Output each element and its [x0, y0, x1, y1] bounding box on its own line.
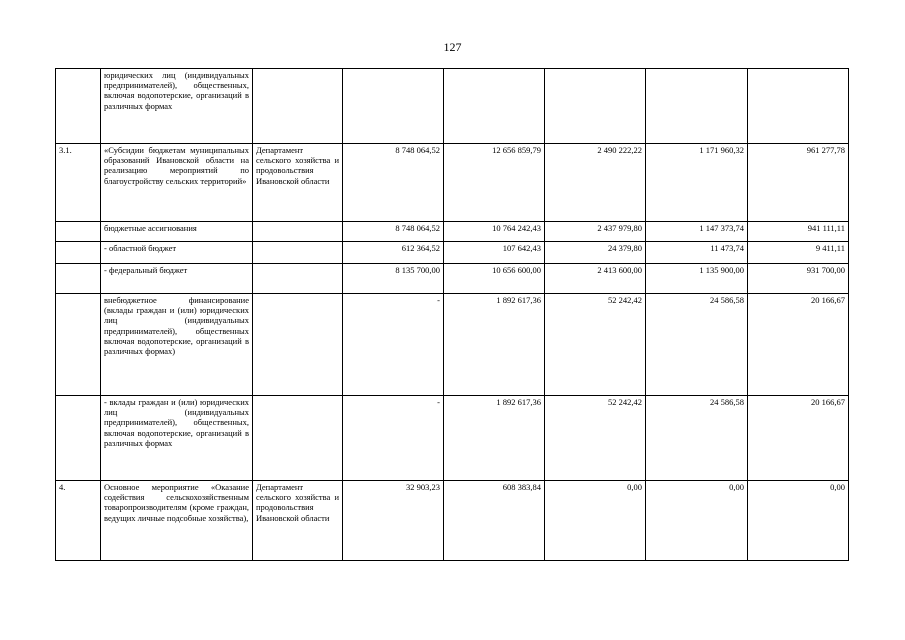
- value-cell-year-4: 1 135 900,00: [646, 264, 748, 294]
- value-cell-year-4: 0,00: [646, 481, 748, 561]
- value-cell-year-3: 52 242,42: [545, 396, 646, 481]
- value-cell-year-3: 24 379,80: [545, 242, 646, 264]
- table-row: [56, 222, 849, 242]
- executor-cell: [253, 222, 343, 242]
- value-cell-year-5: 961 277,78: [748, 144, 849, 222]
- value-cell-year-2: 107 642,43: [444, 242, 545, 264]
- value-cell-year-1: 8 748 064,52: [343, 144, 444, 222]
- value-cell-year-3: 2 413 600,00: [545, 264, 646, 294]
- value-cell-year-3: 2 437 979,80: [545, 222, 646, 242]
- value-cell-year-1: 8 748 064,52: [343, 222, 444, 242]
- row-number-cell: [56, 396, 101, 481]
- value-cell-year-4: [646, 69, 748, 144]
- row-number-cell: 3.1.: [56, 144, 101, 222]
- executor-cell: [253, 264, 343, 294]
- executor-cell: [253, 396, 343, 481]
- description-cell: бюджетные ассигнования: [101, 222, 253, 242]
- value-cell-year-5: 0,00: [748, 481, 849, 561]
- value-cell-year-1: -: [343, 294, 444, 396]
- executor-cell: Департамент сельского хозяйства и продовольствия Ивановской области: [253, 144, 343, 222]
- table-row: [56, 144, 849, 222]
- value-cell-year-4: 24 586,58: [646, 294, 748, 396]
- value-cell-year-1: [343, 69, 444, 144]
- executor-cell: [253, 242, 343, 264]
- row-number-cell: [56, 69, 101, 144]
- description-cell: внебюджетное финансирование (вклады граждан и (или) юридических лиц (индивидуальных предпринимателей), общественных включая водопотерские, организаций в различных формах): [101, 294, 253, 396]
- description-cell: - областной бюджет: [101, 242, 253, 264]
- description-cell: - вклады граждан и (или) юридических лиц (индивидуальных предпринимателей), общественных, включая водопотерские, организаций в различных формах: [101, 396, 253, 481]
- row-number-cell: [56, 242, 101, 264]
- value-cell-year-2: 1 892 617,36: [444, 294, 545, 396]
- row-number-cell: [56, 222, 101, 242]
- table-row: [56, 294, 849, 396]
- value-cell-year-4: 11 473,74: [646, 242, 748, 264]
- value-cell-year-3: 52 242,42: [545, 294, 646, 396]
- value-cell-year-5: 20 166,67: [748, 396, 849, 481]
- value-cell-year-3: 2 490 222,22: [545, 144, 646, 222]
- value-cell-year-3: [545, 69, 646, 144]
- executor-cell: [253, 69, 343, 144]
- value-cell-year-2: 10 764 242,43: [444, 222, 545, 242]
- value-cell-year-2: 1 892 617,36: [444, 396, 545, 481]
- value-cell-year-5: [748, 69, 849, 144]
- value-cell-year-1: 8 135 700,00: [343, 264, 444, 294]
- budget-table: [55, 68, 849, 561]
- executor-cell: Департамент сельского хозяйства и продовольствия Ивановской области: [253, 481, 343, 561]
- table-row: [56, 264, 849, 294]
- row-number-cell: [56, 294, 101, 396]
- value-cell-year-4: 1 171 960,32: [646, 144, 748, 222]
- value-cell-year-5: 9 411,11: [748, 242, 849, 264]
- description-cell: юридических лиц (индивидуальных предпринимателей), общественных, включая водопотерские, организаций в различных формах: [101, 69, 253, 144]
- value-cell-year-2: 10 656 600,00: [444, 264, 545, 294]
- value-cell-year-3: 0,00: [545, 481, 646, 561]
- value-cell-year-4: 1 147 373,74: [646, 222, 748, 242]
- table-row: [56, 242, 849, 264]
- value-cell-year-2: 12 656 859,79: [444, 144, 545, 222]
- value-cell-year-5: 20 166,67: [748, 294, 849, 396]
- value-cell-year-1: 32 903,23: [343, 481, 444, 561]
- value-cell-year-2: 608 383,84: [444, 481, 545, 561]
- table-row: [56, 481, 849, 561]
- value-cell-year-2: [444, 69, 545, 144]
- table-row: [56, 396, 849, 481]
- description-cell: «Субсидии бюджетам муниципальных образований Ивановской области на реализацию мероприятий по благоустройству сельских территорий»: [101, 144, 253, 222]
- description-cell: Основное мероприятие «Оказание содействия сельскохозяйственным товаропроизводителям (кроме граждан, ведущих личные подсобные хозяйства),: [101, 481, 253, 561]
- executor-cell: [253, 294, 343, 396]
- value-cell-year-5: 941 111,11: [748, 222, 849, 242]
- description-cell: - федеральный бюджет: [101, 264, 253, 294]
- page-number: 127: [443, 40, 462, 54]
- value-cell-year-5: 931 700,00: [748, 264, 849, 294]
- value-cell-year-1: -: [343, 396, 444, 481]
- table-row: [56, 69, 849, 144]
- value-cell-year-1: 612 364,52: [343, 242, 444, 264]
- row-number-cell: 4.: [56, 481, 101, 561]
- row-number-cell: [56, 264, 101, 294]
- value-cell-year-4: 24 586,58: [646, 396, 748, 481]
